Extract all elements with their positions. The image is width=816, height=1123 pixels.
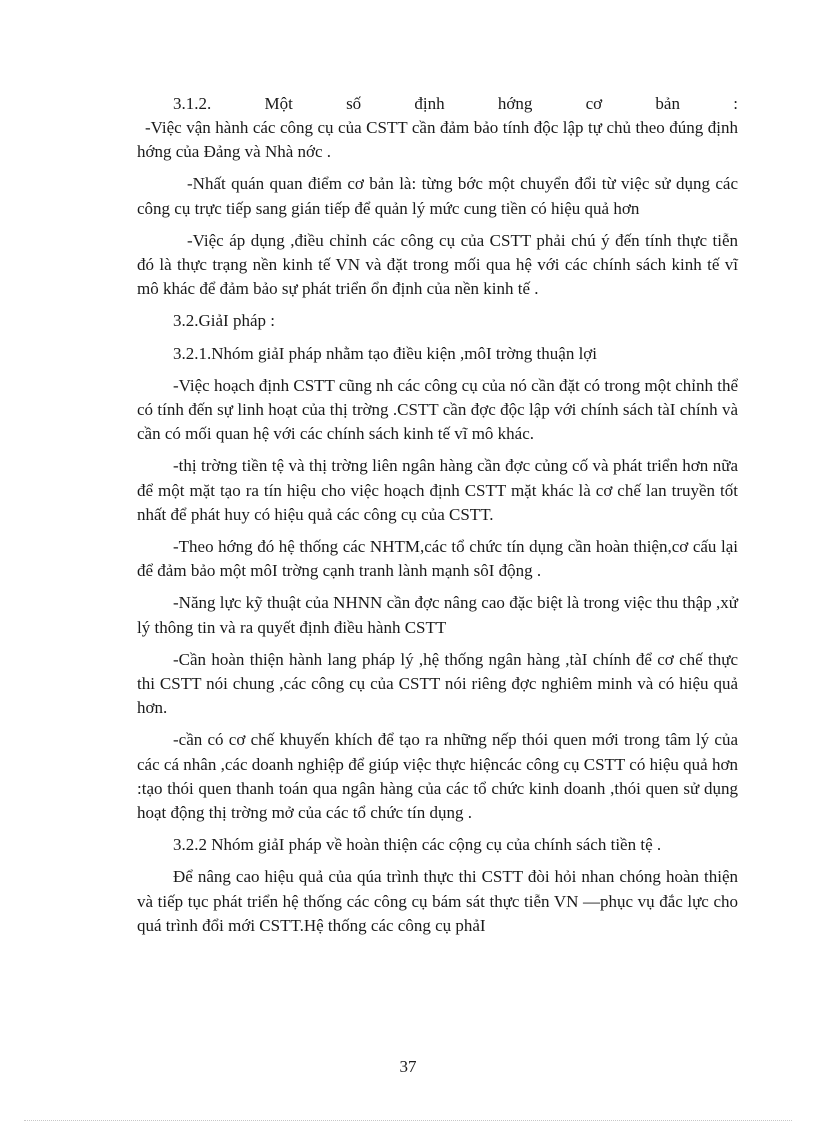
section-heading-3-2-1: 3.2.1.Nhóm giảI pháp nhằm tạo điều kiện ,môI trờng thuận lợi <box>173 343 598 363</box>
paragraph: -Nhất quán quan điểm cơ bản là: từng bớc một chuyển đổi từ việc sử dụng các công cụ trực tiếp sang gián tiếp để quản lý mức cung tiền có hiệu quả hơn <box>137 174 738 218</box>
page-number: 37 <box>399 1057 417 1076</box>
paragraph: -Theo hớng đó hệ thống các NHTM,các tổ chức tín dụng cần hoàn thiện,cơ cấu lại để đảm bảo một môI trờng cạnh tranh lành mạnh sôI động . <box>137 537 738 581</box>
section-heading-3-2-2: 3.2.2 Nhóm giảI pháp về hoàn thiện các cộng cụ của chính sách tiền tệ . <box>173 835 662 855</box>
paragraph: -Cần hoàn thiện hành lang pháp lý ,hệ thống ngân hàng ,tàI chính để cơ chế thực thi CSTT nói chung ,các công cụ của CSTT nói riêng đợc nghiêm minh và có hiệu quả hơn. <box>137 649 738 718</box>
section-heading-3-1-2 <box>137 92 738 116</box>
paragraph: -cần có cơ chế khuyến khích để tạo ra những nếp thói quen mới trong tâm lý của các cá nhân ,các doanh nghiệp để giúp việc thực hiệncác công cụ CSTT có hiệu quả hơn :tạo thói quen thanh toán qua ngân hàng của các tổ chức kinh doanh ,thói quen sử dụng hoạt động thị trờng mở của các tổ chức tín dụng . <box>137 730 738 823</box>
section-heading-3-2: 3.2.GiảI pháp : <box>173 311 275 331</box>
heading-word: bản <box>655 94 680 113</box>
paragraph: -Việc hoạch định CSTT cũng nh các công cụ của nó cần đặt có trong một chỉnh thể có tính đến sự linh hoạt của thị trờng .CSTT cần đợc độc lập với chính sách tàI chính và cần có mối quan hệ với các chính sách kinh tế vĩ mô khác. <box>137 375 738 444</box>
paragraph: -Việc vận hành các công cụ của CSTT cần đảm bảo tính độc lập tự chủ theo đúng định hớng của Đảng và Nhà nớc . <box>137 118 738 162</box>
heading-word: định <box>414 94 445 113</box>
heading-word: Một <box>264 94 293 113</box>
heading-word: : <box>733 94 738 113</box>
paragraph: -thị trờng tiền tệ và thị trờng liên ngân hàng cần đợc củng cố và phát triển hơn nữa để một mặt tạo ra tín hiệu cho việc hoạch định CSTT mặt khác là cơ chế lan truyền tốt nhất để phát huy có hiệu quả các công cụ của CSTT. <box>137 456 738 524</box>
paragraph: -Việc áp dụng ,điều chỉnh các công cụ của CSTT phải chú ý đến tính thực tiễn đó là thực trạng nền kinh tế VN và đặt trong mối qua hệ với các chính sách kinh tế vĩ mô khác để đảm bảo sự phát triển ổn định của nền kinh tế . <box>137 230 738 299</box>
heading-word: 3.1.2. <box>173 94 212 113</box>
heading-word: cơ <box>585 94 603 113</box>
heading-word: hớng <box>497 94 533 113</box>
heading-word: số <box>346 94 362 113</box>
page-bottom-divider <box>24 1120 792 1121</box>
paragraph: Để nâng cao hiệu quả của qúa trình thực thi CSTT đòi hỏi nhan chóng hoàn thiện và tiếp tục phát triển hệ thống các công cụ bám sát thực tiễn VN —phục vụ đắc lực cho quá trình đổi mới CSTT.Hệ thống các công cụ phảI <box>137 867 738 935</box>
document-page <box>137 92 738 946</box>
paragraph: -Năng lực kỹ thuật của NHNN cần đợc nâng cao đặc biệt là trong việc thu thập ,xử lý thông tin và ra quyết định điều hành CSTT <box>137 593 738 637</box>
